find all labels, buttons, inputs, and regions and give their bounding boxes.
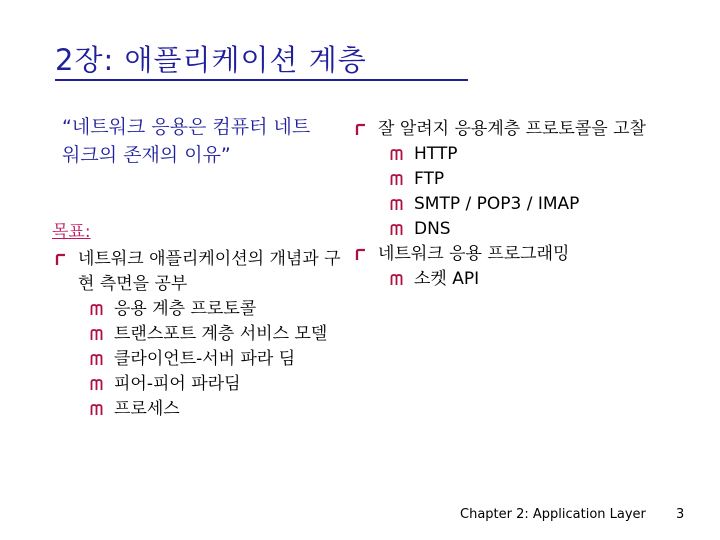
m-bullet-icon — [390, 273, 403, 286]
right-column — [352, 117, 682, 292]
bullet-text: 피어-피어 파라딤 — [114, 374, 241, 394]
slide-title: 2장: 애플리케이션 계층 — [55, 43, 367, 77]
bullet-text: 프로세스 — [114, 399, 180, 419]
r-bullet-icon — [354, 123, 367, 136]
sub-bullet-item — [52, 297, 342, 322]
right-bullet-list — [352, 117, 682, 292]
bullet-text: 네트워크 응용 프로그래밍 — [378, 244, 570, 264]
bullet-text: HTTP — [414, 144, 458, 164]
footer-text: Chapter 2: Application Layer — [460, 507, 646, 522]
sub-bullet-item — [352, 167, 682, 192]
bullet-text: SMTP / POP3 / IMAP — [414, 194, 580, 214]
sub-bullet-item — [52, 347, 342, 372]
sub-bullet-item — [352, 192, 682, 217]
quote-text: “네트워크 응용은 컴퓨터 네트워크의 존재의 이유” — [62, 116, 311, 166]
r-bullet-icon — [354, 248, 367, 261]
left-bullet-list — [52, 247, 342, 422]
bullet-item — [52, 247, 342, 297]
bullet-item — [352, 117, 682, 142]
bullet-text: FTP — [414, 169, 445, 189]
sub-bullet-item — [52, 322, 342, 347]
page-number: 3 — [676, 507, 685, 522]
bullet-text: 네트워크 애플리케이션의 개념과 구현 측면을 공부 — [78, 249, 341, 294]
bullet-text: 응용 계층 프로토콜 — [114, 299, 257, 319]
goals-label: 목표: — [52, 222, 91, 242]
title-underline — [55, 79, 468, 81]
m-bullet-icon — [90, 303, 103, 316]
m-bullet-icon — [390, 148, 403, 161]
bullet-text: 트랜스포트 계층 서비스 모델 — [114, 324, 328, 344]
m-bullet-icon — [90, 328, 103, 341]
m-bullet-icon — [390, 173, 403, 186]
m-bullet-icon — [90, 403, 103, 416]
bullet-text: DNS — [414, 219, 451, 239]
sub-bullet-item — [352, 217, 682, 242]
m-bullet-icon — [90, 353, 103, 366]
bullet-item — [352, 242, 682, 267]
sub-bullet-item — [352, 267, 682, 292]
bullet-text: 클라이언트-서버 파라 딤 — [114, 349, 296, 369]
sub-bullet-item — [52, 397, 342, 422]
m-bullet-icon — [390, 198, 403, 211]
r-bullet-icon — [54, 253, 67, 266]
bullet-text: 잘 알려지 응용계층 프로토콜을 고찰 — [378, 119, 646, 139]
left-column — [52, 220, 342, 422]
m-bullet-icon — [90, 378, 103, 391]
sub-bullet-item — [52, 372, 342, 397]
m-bullet-icon — [390, 223, 403, 236]
bullet-text: 소켓 API — [414, 269, 480, 289]
sub-bullet-item — [352, 142, 682, 167]
